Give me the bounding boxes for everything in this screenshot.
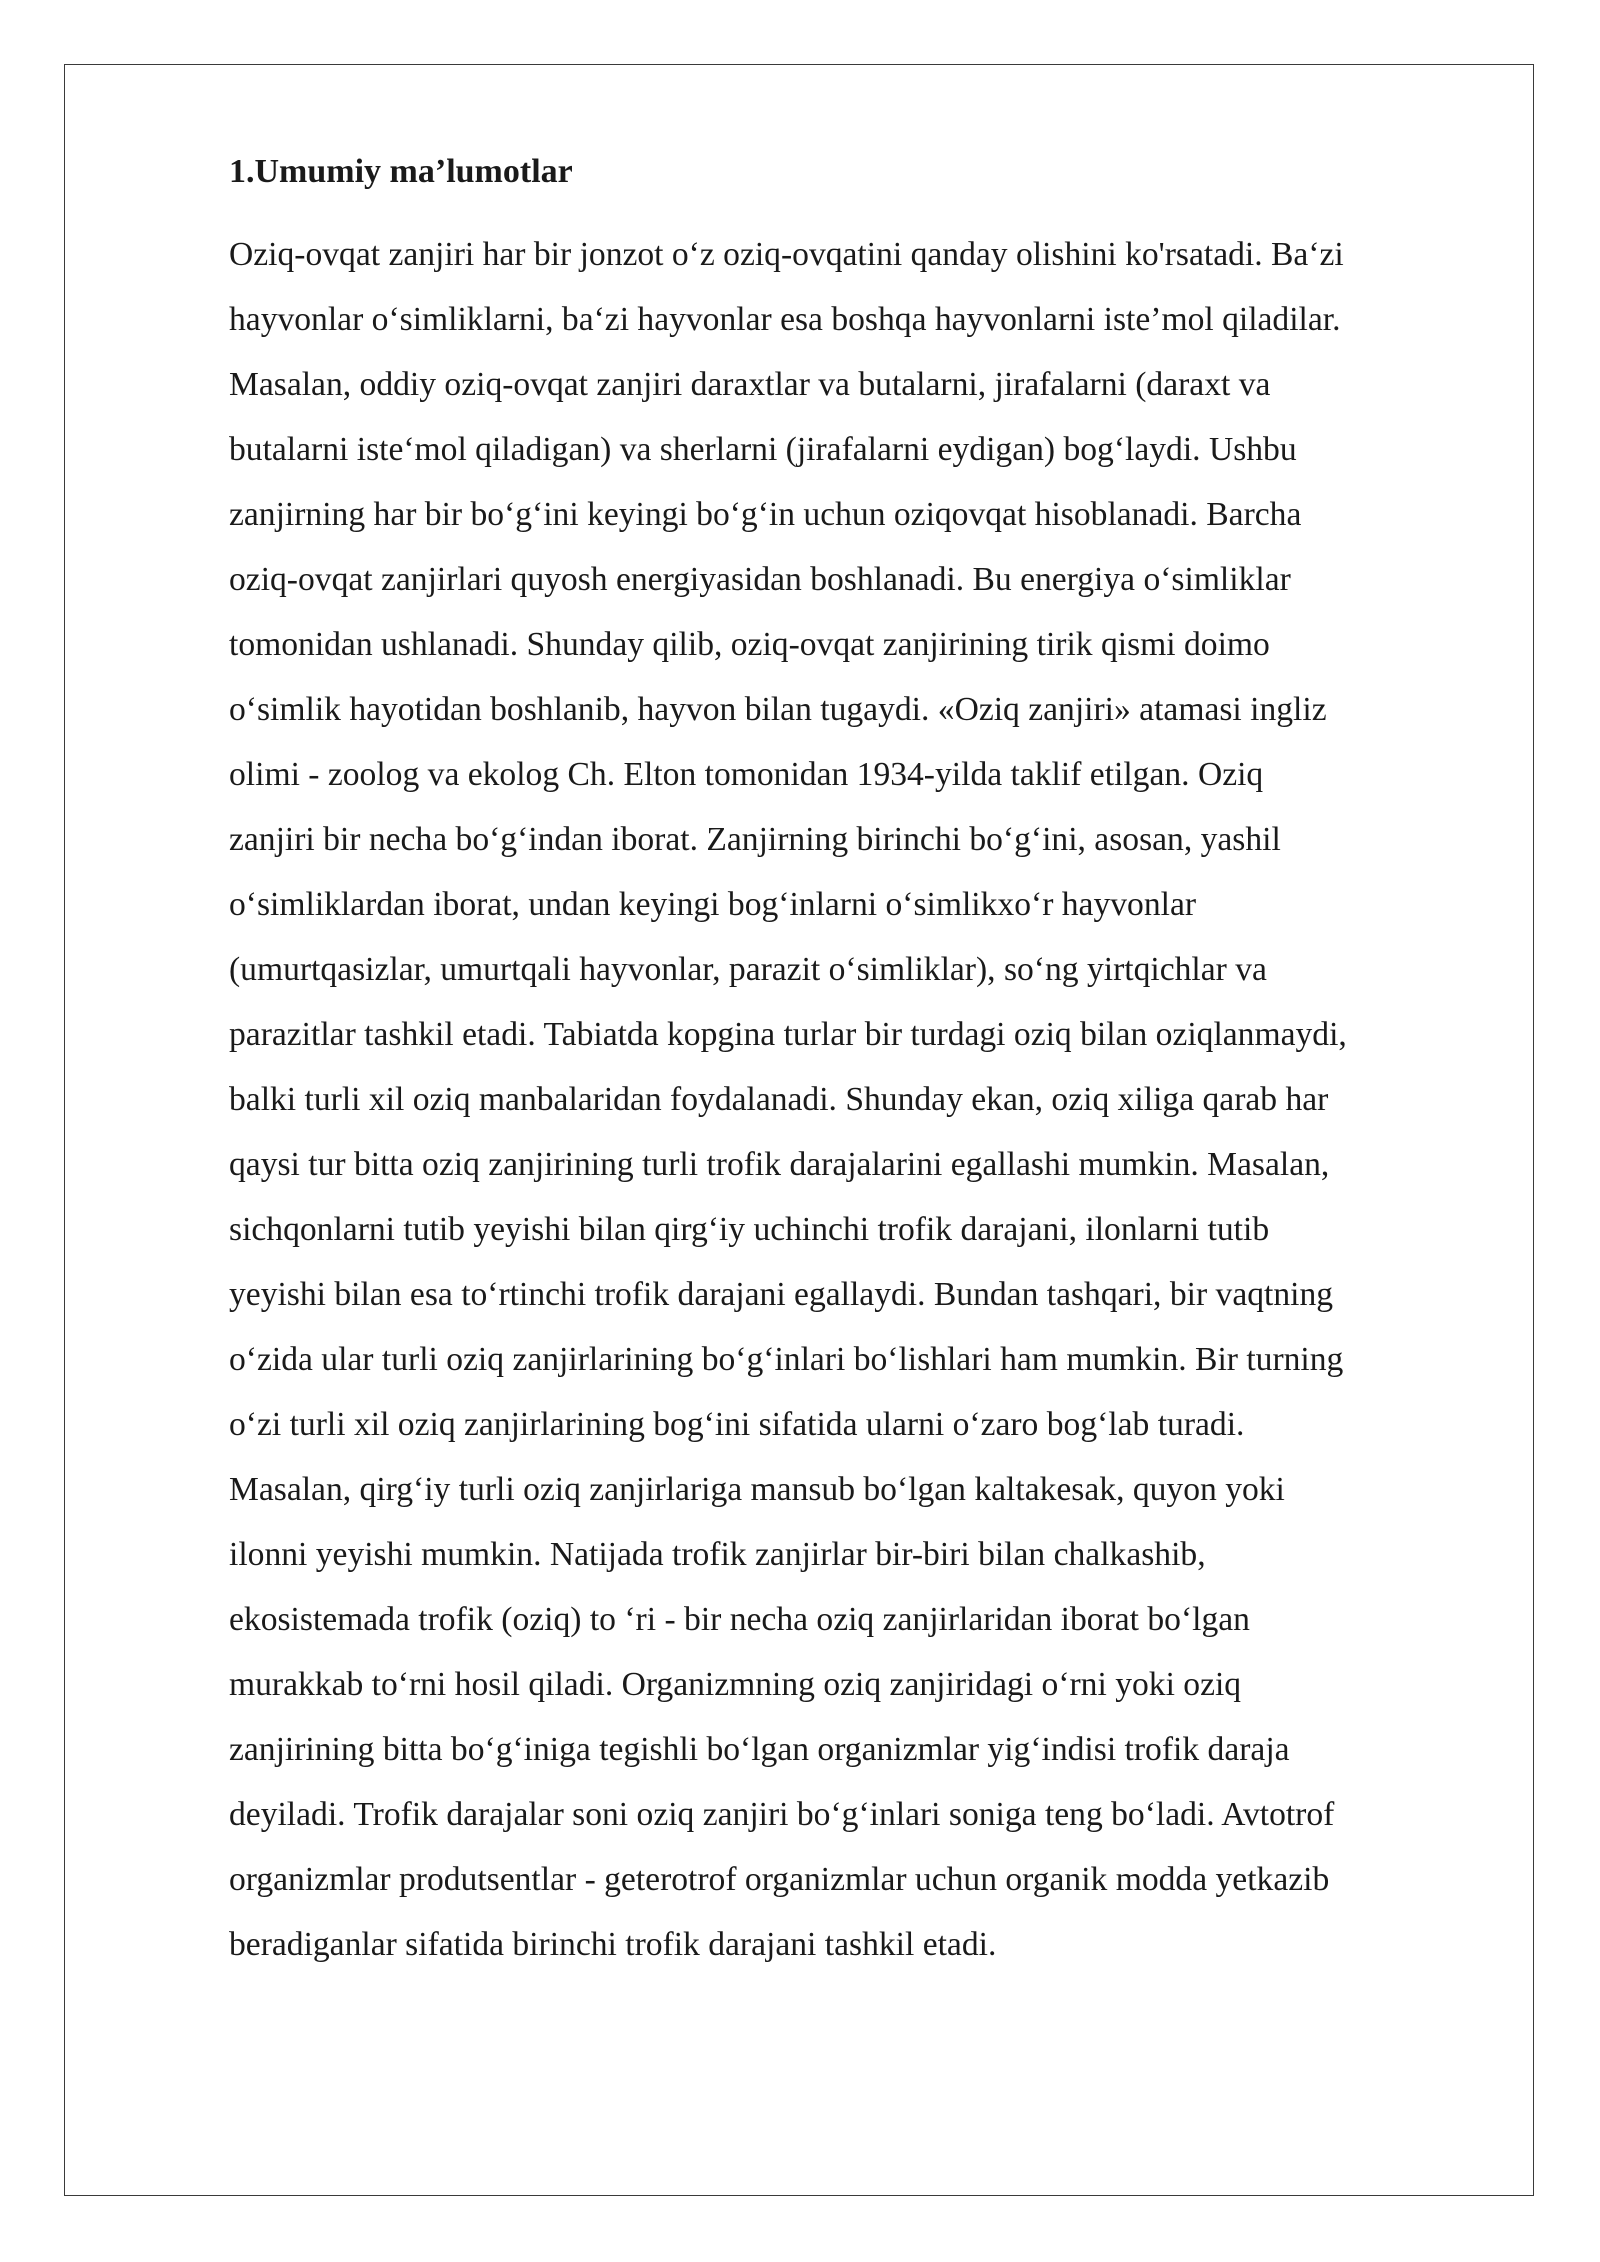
paragraph-line: o‘zida ular turli oziq zanjirlarining bo‘g‘inlari bo‘lishlari ham mumkin. Bir turning [229, 1341, 1344, 1378]
paragraph-line: tomonidan ushlanadi. Shunday qilib, oziq-ovqat zanjirining tirik qismi doimo [229, 626, 1270, 663]
paragraph-line: balki turli xil oziq manbalaridan foydalanadi. Shunday ekan, oziq xiliga qarab har [229, 1081, 1329, 1118]
paragraph-line: sichqonlarni tutib yeyishi bilan qirg‘iy uchinchi trofik darajani, ilonlarni tutib [229, 1211, 1270, 1248]
paragraph-line: ilonni yeyishi mumkin. Natijada trofik zanjirlar bir-biri bilan chalkashib, [229, 1536, 1206, 1573]
paragraph-line: Oziq-ovqat zanjiri har bir jonzot o‘z oziq-ovqatini qanday olishini ko'rsatadi. Ba‘zi [229, 236, 1344, 273]
section-heading: 1.Umumiy ma’lumotlar [229, 153, 573, 190]
paragraph-line: zanjirning har bir bo‘g‘ini keyingi bo‘g‘in uchun oziqovqat hisoblanadi. Barcha [229, 496, 1302, 533]
paragraph-line: o‘zi turli xil oziq zanjirlarining bog‘ini sifatida ularni o‘zaro bog‘lab turadi. [229, 1406, 1245, 1443]
paragraph-line: oziq-ovqat zanjirlari quyosh energiyasidan boshlanadi. Bu energiya o‘simliklar [229, 561, 1291, 598]
paragraph-line: (umurtqasizlar, umurtqali hayvonlar, parazit o‘simliklar), so‘ng yirtqichlar va [229, 951, 1267, 988]
paragraph-line: deyiladi. Trofik darajalar soni oziq zanjiri bo‘g‘inlari soniga teng bo‘ladi. Avtotrof [229, 1796, 1335, 1833]
paragraph-line: olimi - zoolog va ekolog Ch. Elton tomonidan 1934-yilda taklif etilgan. Oziq [229, 756, 1264, 793]
paragraph-line: qaysi tur bitta oziq zanjirining turli trofik darajalarini egallashi mumkin. Masalan, [229, 1146, 1330, 1183]
paragraph-line: yeyishi bilan esa to‘rtinchi trofik darajani egallaydi. Bundan tashqari, bir vaqtning [229, 1276, 1334, 1313]
paragraph-line: Masalan, qirg‘iy turli oziq zanjirlariga mansub bo‘lgan kaltakesak, quyon yoki [229, 1471, 1285, 1508]
paragraph-line: murakkab to‘rni hosil qiladi. Organizmning oziq zanjiridagi o‘rni yoki oziq [229, 1666, 1242, 1703]
document-content [229, 150, 1499, 1977]
paragraph-line: organizmlar produtsentlar - geterotrof organizmlar uchun organik modda yetkazib [229, 1861, 1330, 1898]
paragraph-line: parazitlar tashkil etadi. Tabiatda kopgina turlar bir turdagi oziq bilan oziqlanmaydi, [229, 1016, 1347, 1053]
paragraph-line: butalarni iste‘mol qiladigan) va sherlarni (jirafalarni eydigan) bog‘laydi. Ushbu [229, 431, 1297, 468]
paragraph-line: ekosistemada trofik (oziq) to ‘ri - bir necha oziq zanjirlaridan iborat bo‘lgan [229, 1601, 1250, 1638]
paragraph-line: hayvonlar o‘simliklarni, ba‘zi hayvonlar esa boshqa hayvonlarni iste’mol qiladilar. [229, 301, 1341, 338]
paragraph-line: beradiganlar sifatida birinchi trofik darajani tashkil etadi. [229, 1926, 997, 1963]
paragraph-line: o‘simliklardan iborat, undan keyingi bog‘inlarni o‘simlikxo‘r hayvonlar [229, 886, 1197, 923]
paragraph-line: zanjiri bir necha bo‘g‘indan iborat. Zanjirning birinchi bo‘g‘ini, asosan, yashil [229, 821, 1281, 858]
body-paragraph [229, 222, 1499, 1977]
paragraph-line: Masalan, oddiy oziq-ovqat zanjiri daraxtlar va butalarni, jirafalarni (daraxt va [229, 366, 1271, 403]
paragraph-line: zanjirining bitta bo‘g‘iniga tegishli bo‘lgan organizmlar yig‘indisi trofik daraja [229, 1731, 1290, 1768]
paragraph-line: o‘simlik hayotidan boshlanib, hayvon bilan tugaydi. «Oziq zanjiri» atamasi ingliz [229, 691, 1327, 728]
